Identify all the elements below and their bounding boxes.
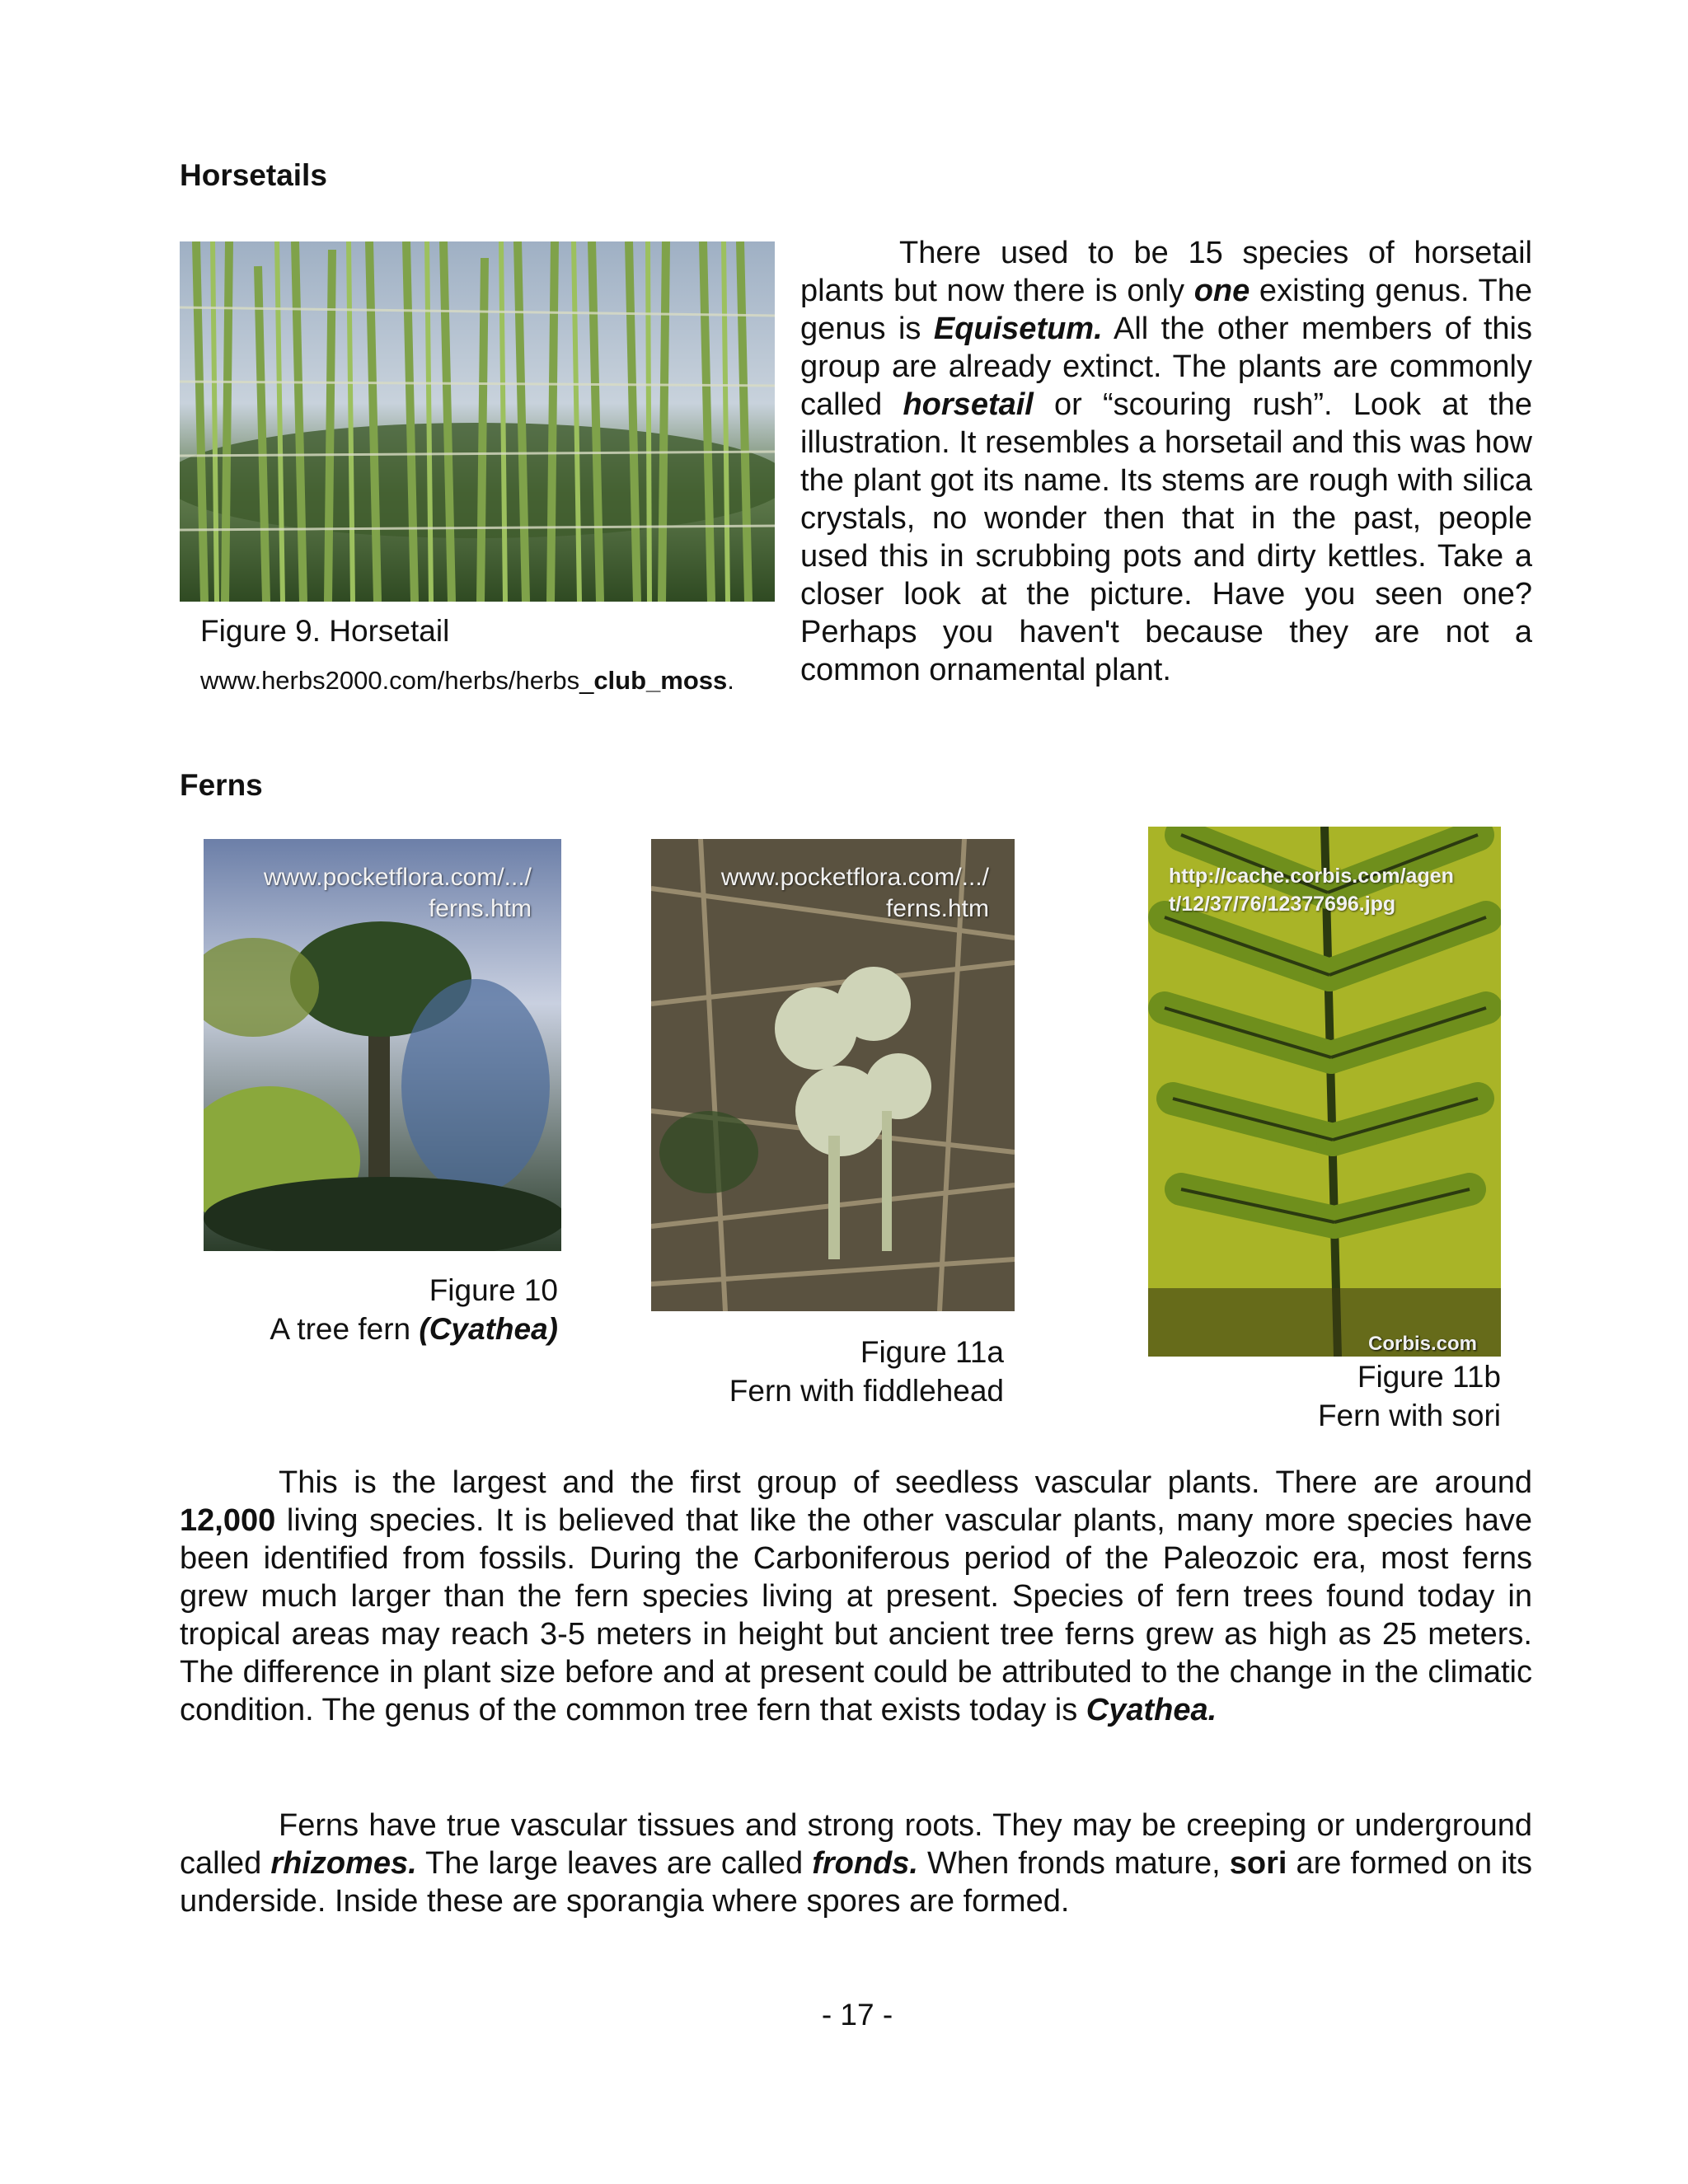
section-heading-horsetails: Horsetails [180,158,327,192]
figure-10-source-url: www.pocketflora.com/.../ ferns.htm [263,864,532,922]
figure-9-source-url: www.herbs2000.com/herbs/herbs_club_moss. [200,666,734,695]
horsetail-photo [180,241,775,602]
horsetails-paragraph: There used to be 15 species of horsetail plants but now there is only one existing genus. The genus is Equisetum. All the other members of this group are already extinct. The plants are commonly called horsetail or “scouring rush”. Look at the illustration. It resembles a horsetail and this was how the plant got its name. Its stems are rough with silica crystals, no wonder then that in the past, people used this in scrubbing pots and dirty kettles. Take a closer look at the picture. Have you seen one? Perhaps you haven't because they are not a common ornamental plant. [800,236,1533,687]
figure-11b-title: Figure 11b [1357,1360,1501,1394]
figure-11a-description: Fern with fiddlehead [729,1374,1004,1408]
figure-11b-caption [1148,1357,1501,1435]
figure-10-caption [204,1271,558,1348]
section-heading-ferns: Ferns [180,768,263,802]
figure-10-description: A tree fern (Cyathea) [270,1312,558,1346]
figure-10-title: Figure 10 [429,1273,558,1307]
corbis-watermark: Corbis.com [1368,1333,1478,1355]
figure-9-caption: Figure 9. Horsetail [200,614,450,648]
ferns-paragraph-1: This is the largest and the first group of seedless vascular plants. There are around 12,000 living species. It is believed that like the other vascular plants, many more species have been identified from fossils. During the Carboniferous period of the Paleozoic era, most ferns grew much larger than the fern species living at present. Species of fern trees found today in tropical areas may reach 3-5 meters in height but ancient tree ferns grew as high as 25 meters. The difference in plant size before and at present could be attributed to the change in the climatic condition. The genus of the common tree fern that exists today is Cyathea. [180,1465,1532,1727]
figure-11a-source-url: www.pocketflora.com/.../ ferns.htm [720,864,989,922]
figure-11b-description: Fern with sori [1317,1399,1501,1432]
page-number: - 17 - [821,1998,893,2032]
figure-11a-caption [651,1333,1004,1410]
figure-11a-title: Figure 11a [860,1335,1004,1369]
figure-11b-source-url: http://cache.corbis.com/agen t/12/37/76/12377696.jpg [1169,865,1454,916]
ferns-paragraph-2: Ferns have true vascular tissues and strong roots. They may be creeping or underground called rhizomes. The large leaves are called fronds. When fronds mature, sori are formed on its underside. Inside these are sporangia where spores are formed. [180,1808,1533,1919]
